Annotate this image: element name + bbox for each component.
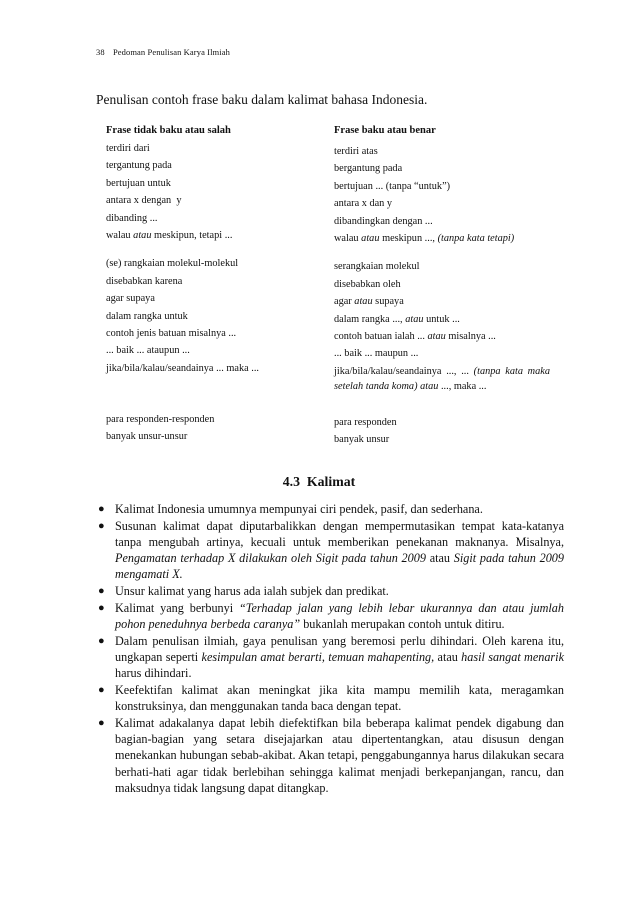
- right-phrase: [334, 364, 550, 395]
- bullet-text-end: harus dihindari.: [115, 666, 192, 681]
- wrong-phrase: para responden-responden: [106, 413, 215, 425]
- list-item: [96, 715, 564, 796]
- wrong-phrase: banyak unsur-unsur: [106, 431, 188, 443]
- right-phrase: [334, 312, 550, 329]
- section-title: 4.3 Kalimat: [282, 474, 356, 489]
- bullet-text: Keefektifan kalimat akan meningkat jika kita mampu memilih kata, meragamkan konstruksinya, dan menggunakan tanda baca dengan tepat.: [115, 682, 564, 714]
- wrong-phrase: ... baik ... ataupun ...: [106, 345, 190, 357]
- table-row: [106, 277, 550, 294]
- right-phrase-b: atau: [361, 232, 380, 244]
- bullet-example-1: kesimpulan amat berarti, temuan mahapenting,: [201, 649, 435, 664]
- right-phrase: [334, 329, 550, 346]
- bullet-icon: ●: [98, 585, 105, 598]
- wrong-phrase: bertujuan untuk: [106, 177, 171, 189]
- right-phrase-b: atau: [354, 296, 373, 308]
- right-phrase: ... baik ... maupun ...: [334, 348, 419, 360]
- list-item: [96, 633, 564, 682]
- table-row: [106, 196, 550, 213]
- bullet-text: Kalimat adakalanya dapat lebih diefektifkan bila beberapa kalimat pendek digabung dan bagian-bagian yang setara disejajarkan atau dipertentangkan, atau disusun dengan menekankan hubungan sebab-akibat. Akan tetapi, penggabungannya harus dilakukan secara berhati-hati agar tidak berlebihan sehingga kalimat menjadi berkepanjangan, rancu, dan maksudnya tidak langsung dapat ditangkap.: [115, 715, 564, 795]
- bullet-icon: ●: [98, 683, 105, 696]
- book-title: Pedoman Penulisan Karya Ilmiah: [112, 47, 230, 57]
- list-item: [96, 518, 564, 583]
- bullet-text: Dalam penulisan ilmiah, gaya penulisan yang beremosi perlu dihindari. Oleh karena itu, ungkapan seperti: [115, 633, 564, 664]
- table-row: [106, 346, 550, 363]
- bullet-text: Kalimat Indonesia umumnya mempunyai ciri pendek, pasif, dan sederhana.: [115, 502, 483, 516]
- list-item: [96, 501, 564, 517]
- bullet-icon: ●: [98, 634, 105, 647]
- wrong-phrase-atau: atau: [133, 229, 152, 241]
- page-number: 38: [96, 47, 105, 57]
- bullet-example: “Terhadap jalan yang lebih lebar ukurannya dan atau jumlah pohon peneduhnya berbeda caranya”: [115, 600, 564, 631]
- table-row: [106, 214, 550, 231]
- bullet-list: [96, 501, 564, 796]
- phrase-table: [106, 126, 550, 449]
- wrong-phrase: agar supaya: [106, 293, 155, 305]
- right-phrase-a: agar: [334, 296, 355, 308]
- bullet-text-end: bukanlah merupakan contoh untuk ditiru.: [300, 616, 505, 631]
- table-header: [106, 126, 550, 144]
- right-phrase: bergantung pada: [334, 163, 403, 175]
- bullet-icon: ●: [98, 601, 105, 614]
- wrong-phrase: disebabkan karena: [106, 275, 183, 287]
- right-phrase-a: dalam rangka ...,: [334, 313, 406, 325]
- right-phrase: disebabkan oleh: [334, 278, 401, 290]
- bullet-icon: ●: [98, 716, 105, 729]
- bullet-icon: ●: [98, 503, 105, 515]
- wrong-phrase: [106, 231, 334, 248]
- col-header-wrong: Frase tidak baku atau salah: [106, 125, 231, 136]
- table-row: [106, 415, 550, 432]
- wrong-phrase: jika/bila/kalau/seandainya ... maka ...: [106, 362, 259, 374]
- right-phrase: dibandingkan dengan ...: [334, 215, 433, 227]
- wrong-phrase-a: walau: [106, 229, 134, 241]
- table-row: [106, 294, 550, 311]
- right-phrase: para responden: [334, 416, 397, 428]
- right-phrase-e: ..., maka ...: [438, 381, 487, 393]
- right-phrase-c: untuk ...: [423, 313, 460, 325]
- intro-text: Penulisan contoh frase baku dalam kalimat bahasa Indonesia.: [96, 92, 428, 107]
- wrong-phrase: tergantung pada: [106, 160, 172, 172]
- right-phrase: [334, 231, 550, 248]
- right-phrase: serangkaian molekul: [334, 261, 420, 273]
- right-phrase: antara x dan y: [334, 198, 393, 210]
- right-phrase-c: supaya: [372, 296, 404, 308]
- wrong-phrase: antara x dengan y: [106, 195, 182, 207]
- right-phrase-c: meskipun ...,: [382, 232, 438, 244]
- wrong-phrase: (se) rangkaian molekul-molekul: [106, 258, 239, 270]
- table-row: [106, 364, 550, 395]
- table-row: [106, 231, 550, 248]
- bullet-text: Kalimat yang berbunyi: [115, 600, 240, 615]
- wrong-phrase: contoh jenis batuan misalnya ...: [106, 327, 237, 339]
- right-phrase-a: jika/bila/kalau/seandainya ..., ...: [334, 365, 474, 377]
- bullet-text-or: atau: [425, 551, 454, 566]
- right-phrase-a: contoh batuan ialah ...: [334, 330, 428, 342]
- right-phrase: terdiri atas: [334, 146, 378, 157]
- right-phrase-d: (tanpa kata tetapi): [437, 232, 515, 244]
- right-phrase-c: misalnya ...: [445, 330, 496, 342]
- bullet-icon: ●: [98, 519, 105, 532]
- right-phrase: banyak unsur: [334, 434, 390, 446]
- list-item: [96, 682, 564, 715]
- bullet-text: Susunan kalimat dapat diputarbalikkan dengan mempermutasikan tempat kata-katanya tanpa mengubah artinya, kecuali untuk memberikan penekanan maknanya. Misalnya,: [115, 518, 564, 549]
- bullet-text-or: atau: [434, 649, 462, 664]
- table-row: [106, 432, 550, 449]
- right-phrase-a: walau: [334, 232, 359, 244]
- wrong-phrase-b: meskipun, tetapi ...: [151, 229, 233, 241]
- wrong-phrase: dalam rangka untuk: [106, 310, 188, 322]
- right-phrase-b: (tanpa kata maka setelah tanda koma): [334, 365, 550, 393]
- right-phrase: [334, 294, 550, 311]
- running-header: [96, 47, 230, 57]
- list-item: [96, 600, 564, 633]
- table-row: [106, 259, 550, 276]
- bullet-example-2: hasil sangat menarik: [461, 649, 564, 664]
- table-row: [106, 144, 550, 161]
- right-phrase-b: atau: [427, 330, 446, 342]
- table-row: [106, 179, 550, 196]
- table-row: [106, 312, 550, 329]
- col-header-right: Frase baku atau benar: [334, 125, 436, 136]
- table-row: [106, 329, 550, 346]
- right-phrase-d: atau: [420, 381, 439, 393]
- bullet-example-2: Sigit pada tahun 2009 mengamati X.: [115, 551, 564, 582]
- wrong-phrase: dibanding ...: [106, 212, 158, 224]
- right-phrase: bertujuan ... (tanpa “untuk”): [334, 180, 451, 192]
- table-row: [106, 161, 550, 178]
- bullet-example-1: Pengamatan terhadap X dilakukan oleh Sigit pada tahun 2009: [115, 551, 426, 566]
- bullet-text: Unsur kalimat yang harus ada ialah subjek dan predikat.: [115, 584, 389, 599]
- right-phrase-b: atau: [405, 313, 424, 325]
- wrong-phrase: terdiri dari: [106, 143, 150, 154]
- list-item: [96, 583, 564, 599]
